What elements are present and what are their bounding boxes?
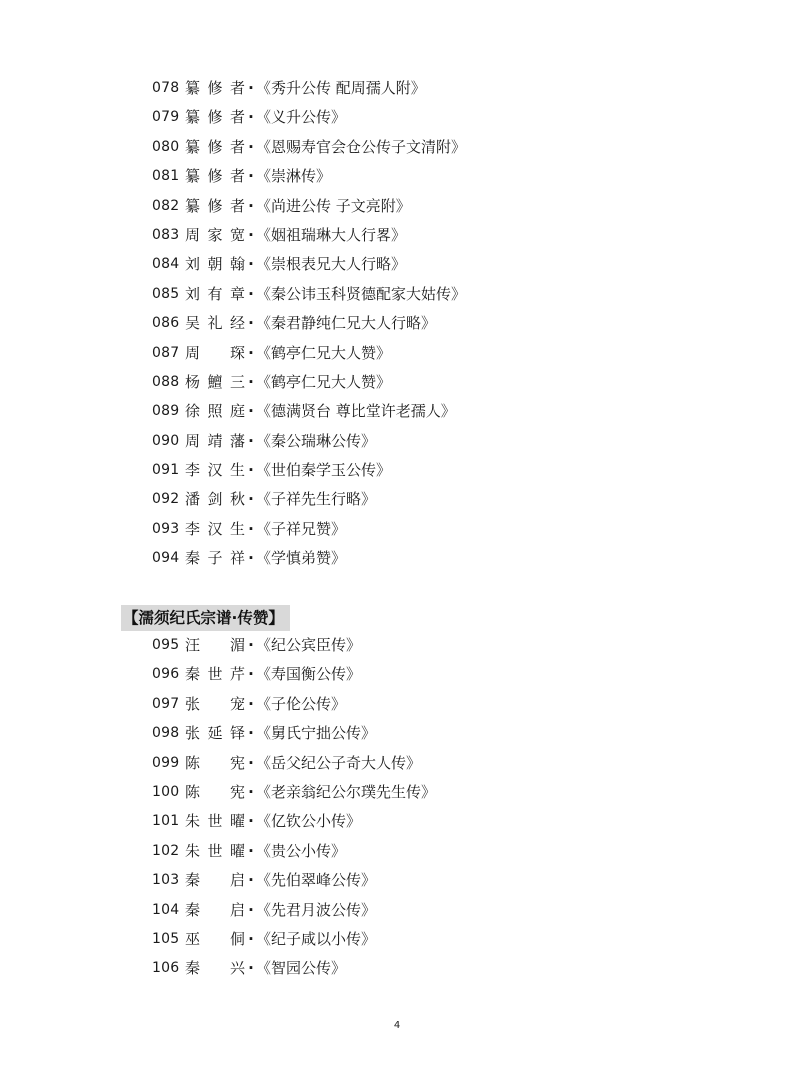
entry-number: 099: [152, 754, 180, 771]
entry-number: 089: [152, 403, 180, 420]
entry-author: 吴礼经: [185, 314, 245, 333]
entry-separator: ·: [248, 314, 254, 333]
entry-separator: ·: [248, 724, 254, 743]
entry-author: 陈宪: [185, 782, 245, 801]
entry-separator: ·: [248, 343, 254, 362]
entry-number: 100: [152, 783, 180, 800]
entry-title: 《鹤亭仁兄大人赞》: [256, 343, 392, 362]
entry-title: 《义升公传》: [256, 108, 347, 127]
entry-number: 096: [152, 666, 180, 683]
entry-title: 《秦公讳玉科贤德配家大姑传》: [256, 284, 467, 303]
entry-separator: ·: [248, 196, 254, 215]
entry-number: 079: [152, 109, 180, 126]
entry-number: 104: [152, 901, 180, 918]
entry-number: 103: [152, 872, 180, 889]
entry-separator: ·: [248, 431, 254, 450]
entry-number: 093: [152, 520, 180, 537]
entry-author: 周琛: [185, 343, 245, 362]
entry-title: 《秦公瑞琳公传》: [256, 431, 377, 450]
page-number: 4: [393, 1020, 401, 1031]
entry-title: 《先君月波公传》: [256, 900, 377, 919]
entry-title: 《尚进公传 子文亮附》: [256, 196, 411, 215]
entry-number: 092: [152, 491, 180, 508]
entry-title: 《恩赐寿官会仓公传子文清附》: [256, 137, 467, 156]
entry-separator: ·: [248, 284, 254, 303]
entry-author: 秦世芹: [185, 665, 245, 684]
entry-separator: ·: [248, 167, 254, 186]
entry-author: 张延铎: [185, 724, 245, 743]
entry-author: 张宠: [185, 694, 245, 713]
entry-title: 《舅氏宁拙公传》: [256, 724, 377, 743]
entry-title: 《纪公宾臣传》: [256, 636, 362, 654]
entry-separator: ·: [248, 372, 254, 391]
entry-separator: ·: [248, 225, 254, 244]
entry-author: 朱世曜: [185, 841, 245, 860]
entry-author: 纂修者: [185, 137, 245, 156]
entry-number: 087: [152, 344, 180, 361]
entry-author: 秦子祥: [185, 549, 245, 568]
entry-number: 078: [152, 80, 180, 96]
entry-author: 陈宪: [185, 753, 245, 772]
entry-number: 083: [152, 226, 180, 243]
entry-separator: ·: [248, 402, 254, 421]
entry-title: 《寿国衡公传》: [256, 665, 362, 684]
entry-author: 杨鱣三: [185, 372, 245, 391]
entry-title: 《秀升公传 配周孺人附》: [256, 79, 426, 97]
entry-author: 巫侗: [185, 929, 245, 948]
entry-number: 080: [152, 138, 180, 155]
entry-separator: ·: [248, 929, 254, 948]
entry-author: 刘朝翰: [185, 255, 245, 274]
entry-number: 091: [152, 462, 180, 479]
entry-author: 纂修者: [185, 167, 245, 186]
entry-separator: ·: [248, 137, 254, 156]
entry-separator: ·: [248, 461, 254, 480]
entry-separator: ·: [248, 490, 254, 509]
entry-title: 《子祥兄赞》: [256, 519, 347, 538]
entry-title: 《秦君静纯仁兄大人行略》: [256, 314, 437, 333]
entry-author: 周靖藩: [185, 431, 245, 450]
entry-author: 纂修者: [185, 196, 245, 215]
entry-title: 《子伦公传》: [256, 694, 347, 713]
entry-separator: ·: [248, 79, 254, 97]
entry-title: 《老亲翁纪公尔璞先生传》: [256, 782, 437, 801]
entry-number: 105: [152, 930, 180, 947]
entry-title: 《亿钦公小传》: [256, 812, 362, 831]
entry-author: 刘有章: [185, 284, 245, 303]
entry-separator: ·: [248, 900, 254, 919]
entry-number: 081: [152, 168, 180, 185]
entry-separator: ·: [248, 959, 254, 978]
entry-separator: ·: [248, 549, 254, 568]
entry-title: 《鹤亭仁兄大人赞》: [256, 372, 392, 391]
entry-number: 097: [152, 695, 180, 712]
entry-number: 095: [152, 637, 180, 653]
entry-author: 周家宽: [185, 225, 245, 244]
entry-author: 秦启: [185, 900, 245, 919]
entry-separator: ·: [248, 841, 254, 860]
entry-author: 李汉生: [185, 519, 245, 538]
entry-author: 李汉生: [185, 461, 245, 480]
entry-separator: ·: [248, 753, 254, 772]
entry-number: 098: [152, 725, 180, 742]
entry-separator: ·: [248, 255, 254, 274]
entry-author: 徐照庭: [185, 402, 245, 421]
entry-title: 《崇淋传》: [256, 167, 332, 186]
entry-number: 084: [152, 256, 180, 273]
entry-separator: ·: [248, 812, 254, 831]
entry-number: 082: [152, 197, 180, 214]
entry-number: 094: [152, 550, 180, 567]
entry-separator: ·: [248, 636, 254, 654]
entry-number: 090: [152, 432, 180, 449]
entry-author: 汪湄: [185, 636, 245, 654]
entry-title: 《世伯秦学玉公传》: [256, 461, 392, 480]
entry-number: 106: [152, 960, 180, 977]
entry-author: 秦启: [185, 871, 245, 890]
entry-title: 《学慎弟赞》: [256, 549, 347, 568]
entry-title: 《德满贤台 尊比堂许老孺人》: [256, 402, 456, 421]
entry-separator: ·: [248, 782, 254, 801]
section-heading: 【濡须纪氏宗谱·传赞】: [121, 605, 290, 631]
entry-author: 秦兴: [185, 959, 245, 978]
entry-title: 《子祥先生行略》: [256, 490, 377, 509]
entry-title: 《姻祖瑞琳大人行畧》: [256, 225, 407, 244]
entry-author: 纂修者: [185, 108, 245, 127]
entry-title: 《贵公小传》: [256, 841, 347, 860]
entry-author: 潘剑秋: [185, 490, 245, 509]
entry-title: 《崇根表兄大人行略》: [256, 255, 407, 274]
entry-title: 《先伯翠峰公传》: [256, 871, 377, 890]
entry-number: 088: [152, 373, 180, 390]
entry-separator: ·: [248, 108, 254, 127]
entry-separator: ·: [248, 694, 254, 713]
entry-number: 102: [152, 842, 180, 859]
entry-title: 《岳父纪公子奇大人传》: [256, 753, 422, 772]
entry-number: 085: [152, 285, 180, 302]
entry-separator: ·: [248, 519, 254, 538]
entry-number: 086: [152, 315, 180, 332]
entry-author: 朱世曜: [185, 812, 245, 831]
entry-number: 101: [152, 813, 180, 830]
entry-title: 《纪子咸以小传》: [256, 929, 377, 948]
entry-title: 《智园公传》: [256, 959, 347, 978]
entry-separator: ·: [248, 871, 254, 890]
entry-separator: ·: [248, 665, 254, 684]
entry-author: 纂修者: [185, 79, 245, 97]
